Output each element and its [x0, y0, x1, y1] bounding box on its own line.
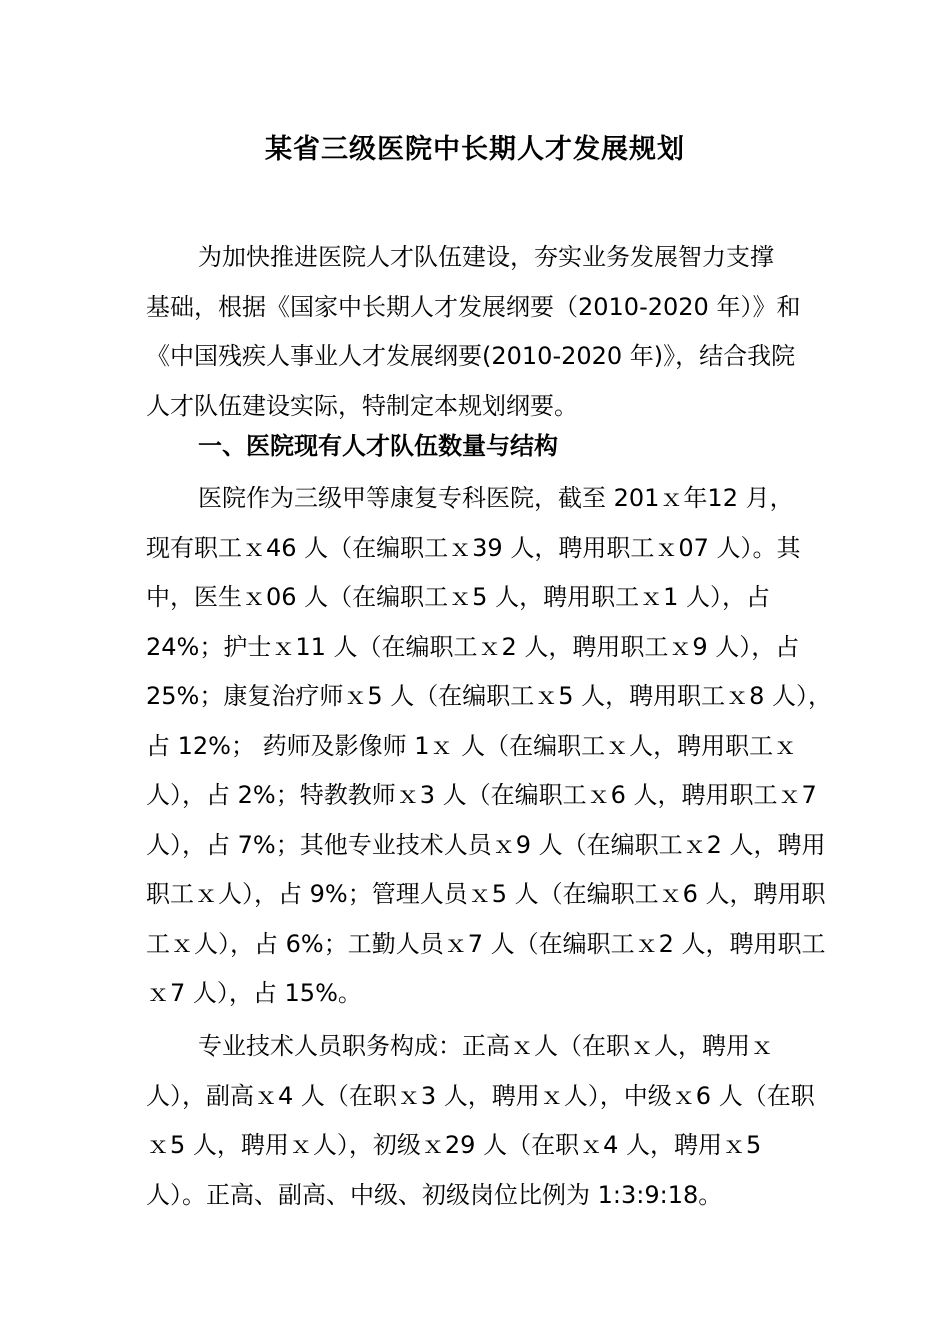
- paragraph-line: 人），占 7%；其他专业技术人员ｘ9 人（在编职工ｘ2 人，聘用: [146, 830, 826, 859]
- paragraph-line: 24%；护士ｘ11 人（在编职工ｘ2 人，聘用职工ｘ9 人），占: [146, 632, 800, 661]
- document-title: 某省三级医院中长期人才发展规划: [265, 134, 685, 165]
- staff-structure-paragraph: [146, 474, 833, 1019]
- section-heading: 一、医院现有人才队伍数量与结构: [198, 432, 558, 460]
- paragraph-line: 人），占 2%；特教教师ｘ3 人（在编职工ｘ6 人，聘用职工ｘ7: [146, 781, 817, 809]
- paragraph-line: 现有职工ｘ46 人（在编职工ｘ39 人，聘用职工ｘ07 人）。其: [146, 533, 801, 562]
- paragraph-line: 中，医生ｘ06 人（在编职工ｘ5 人，聘用职工ｘ1 人），占: [146, 583, 770, 611]
- paragraph-line: ｘ5 人，聘用ｘ人），初级ｘ29 人（在职ｘ4 人，聘用ｘ5: [146, 1131, 762, 1159]
- paragraph-line: 为加快推进医院人才队伍建设，夯实业务发展智力支撑: [198, 243, 774, 271]
- paragraph-line: 《中国残疾人事业人才发展纲要(2010-2020 年)》，结合我院: [146, 342, 796, 370]
- paragraph-line: 基础，根据《国家中长期人才发展纲要（2010-2020 年）》和: [146, 292, 801, 321]
- paragraph-line: 专业技术人员职务构成：正高ｘ人（在职ｘ人，聘用ｘ: [198, 1032, 774, 1060]
- paragraph-line: 人）。正高、副高、中级、初级岗位比例为 1:3:9:18。: [146, 1180, 723, 1209]
- paragraph-line: 人），副高ｘ4 人（在职ｘ3 人，聘用ｘ人），中级ｘ6 人（在职: [146, 1081, 815, 1110]
- paragraph-line: 医院作为三级甲等康复专科医院，截至 201ｘ年12 月，: [198, 484, 794, 512]
- paragraph-line: 占 12%； 药师及影像师 1ｘ 人（在编职工ｘ人，聘用职工ｘ: [146, 731, 798, 760]
- paragraph-line: 25%；康复治疗师ｘ5 人（在编职工ｘ5 人，聘用职工ｘ8 人），: [146, 682, 833, 710]
- title-structure-paragraph: [146, 1022, 818, 1220]
- intro-paragraph: [146, 233, 818, 431]
- paragraph-line: 职工ｘ人），占 9%；管理人员ｘ5 人（在编职工ｘ6 人，聘用职: [146, 880, 826, 908]
- paragraph-line: 工ｘ人），占 6%；工勤人员ｘ7 人（在编职工ｘ2 人，聘用职工: [146, 929, 826, 958]
- paragraph-line: 人才队伍建设实际，特制定本规划纲要。: [146, 391, 578, 420]
- paragraph-line: ｘ7 人），占 15%。: [146, 979, 362, 1007]
